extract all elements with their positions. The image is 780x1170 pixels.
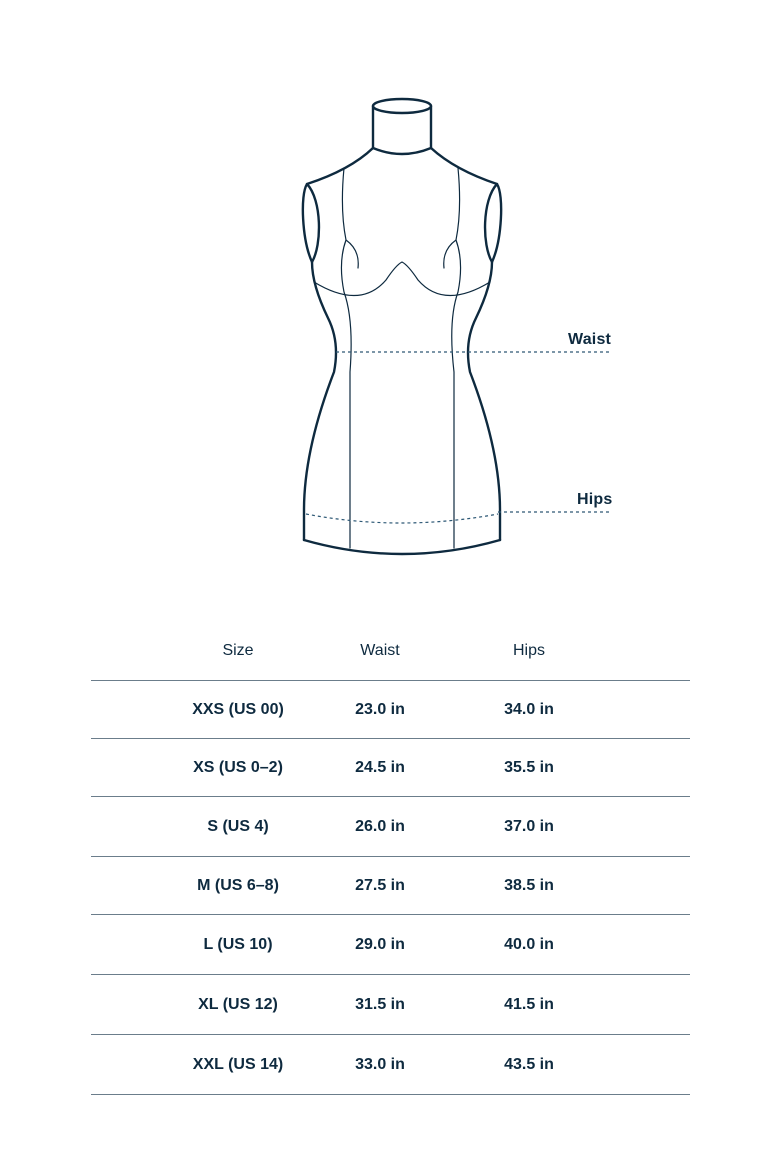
table-row: [91, 739, 690, 797]
size-cell: XXL (US 14): [192, 1055, 284, 1073]
table-row: [91, 857, 690, 915]
size-cell: XS (US 0–2): [193, 758, 283, 776]
table-row: [91, 975, 690, 1035]
size-cell: L (US 10): [203, 935, 273, 953]
body-outline-left: [304, 262, 336, 540]
neck-top: [373, 99, 431, 113]
waist-cell: 27.5 in: [355, 876, 405, 894]
table-row: [91, 915, 690, 975]
bust-line: [314, 262, 490, 296]
hips-cell: 35.5 in: [504, 758, 554, 776]
bust-curve-right: [444, 240, 456, 268]
hips-cell: 43.5 in: [504, 1055, 554, 1073]
size-cell: M (US 6–8): [197, 876, 279, 894]
hips-measure-curve: [306, 514, 498, 523]
waist-cell: 24.5 in: [355, 758, 405, 776]
waist-cell: 29.0 in: [355, 935, 405, 953]
table-row: [91, 681, 690, 739]
arm-cap-left: [303, 184, 319, 262]
neck-base: [373, 148, 431, 154]
arm-cap-right: [485, 184, 501, 262]
body-hem: [304, 540, 500, 554]
size-chart-table: [91, 630, 690, 1095]
waist-cell: 31.5 in: [355, 995, 405, 1013]
shoulder-right: [431, 148, 497, 184]
bust-curve-left: [346, 240, 358, 268]
size-cell: XXS (US 00): [192, 700, 284, 718]
body-outline-right: [468, 262, 500, 540]
waist-cell: 33.0 in: [355, 1055, 405, 1073]
header-size: Size: [222, 642, 254, 659]
hips-label: Hips: [577, 491, 613, 508]
hips-cell: 40.0 in: [504, 935, 554, 953]
waist-label: Waist: [568, 331, 612, 348]
size-cell: XL (US 12): [198, 995, 278, 1013]
header-waist: Waist: [360, 642, 400, 659]
waist-cell: 26.0 in: [355, 817, 405, 835]
seam-left: [341, 168, 351, 548]
seam-right: [452, 168, 461, 548]
hips-cell: 38.5 in: [504, 876, 554, 894]
table-row: [91, 797, 690, 857]
hips-cell: 34.0 in: [504, 700, 554, 718]
waist-cell: 23.0 in: [355, 700, 405, 718]
table-row: [91, 1035, 690, 1095]
header-hips: Hips: [512, 642, 545, 659]
shoulder-left: [307, 148, 373, 184]
hips-cell: 37.0 in: [504, 817, 554, 835]
hips-cell: 41.5 in: [504, 995, 554, 1013]
table-header-row: [91, 630, 690, 681]
size-cell: S (US 4): [207, 817, 269, 835]
